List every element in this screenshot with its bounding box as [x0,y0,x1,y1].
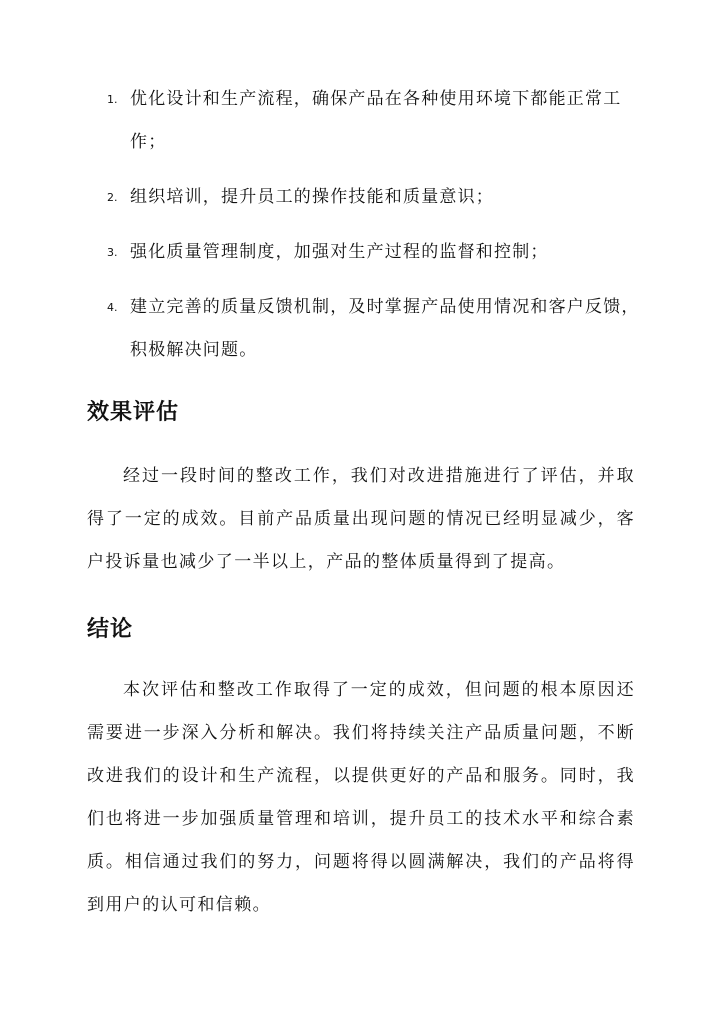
list-item [0,176,720,219]
list-item-number: 2. [107,191,118,204]
section-paragraph-conclusion: 本次评估和整改工作取得了一定的成效，但问题的根本原因还需要进一步深入分析和解决。我们将持续关注产品质量问题，不断改进我们的设计和生产流程，以提供更好的产品和服务。同时，我们也将进一步加强质量管理和培训，提升员工的技术水平和综合素质。相信通过我们的努力，问题将得以圆满解决，我们的产品将得到用户的认可和信赖。 [87,680,635,915]
list-item-number: 4. [107,301,118,314]
improvement-list [0,78,720,384]
list-item-text: 建立完善的质量反馈机制，及时掌握产品使用情况和客户反馈，积极解决问题。 [130,297,640,360]
list-item-text: 强化质量管理制度，加强对生产过程的监督和控制； [130,242,549,262]
section-heading-conclusion: 结论 [87,616,134,642]
list-item-text: 组织培训，提升员工的操作技能和质量意识； [130,187,494,207]
section-paragraph-evaluation: 经过一段时间的整改工作，我们对改进措施进行了评估，并取得了一定的成效。目前产品质量出现问题的情况已经明显减少，客户投诉量也减少了一半以上，产品的整体质量得到了提高。 [87,466,635,572]
list-item [0,231,720,274]
list-item-number: 3. [107,246,118,259]
list-item-number: 1. [107,93,118,106]
list-item [0,286,720,372]
list-item-text: 优化设计和生产流程，确保产品在各种使用环境下都能正常工作； [130,89,622,152]
section-heading-evaluation: 效果评估 [87,399,180,425]
list-item [0,78,720,164]
